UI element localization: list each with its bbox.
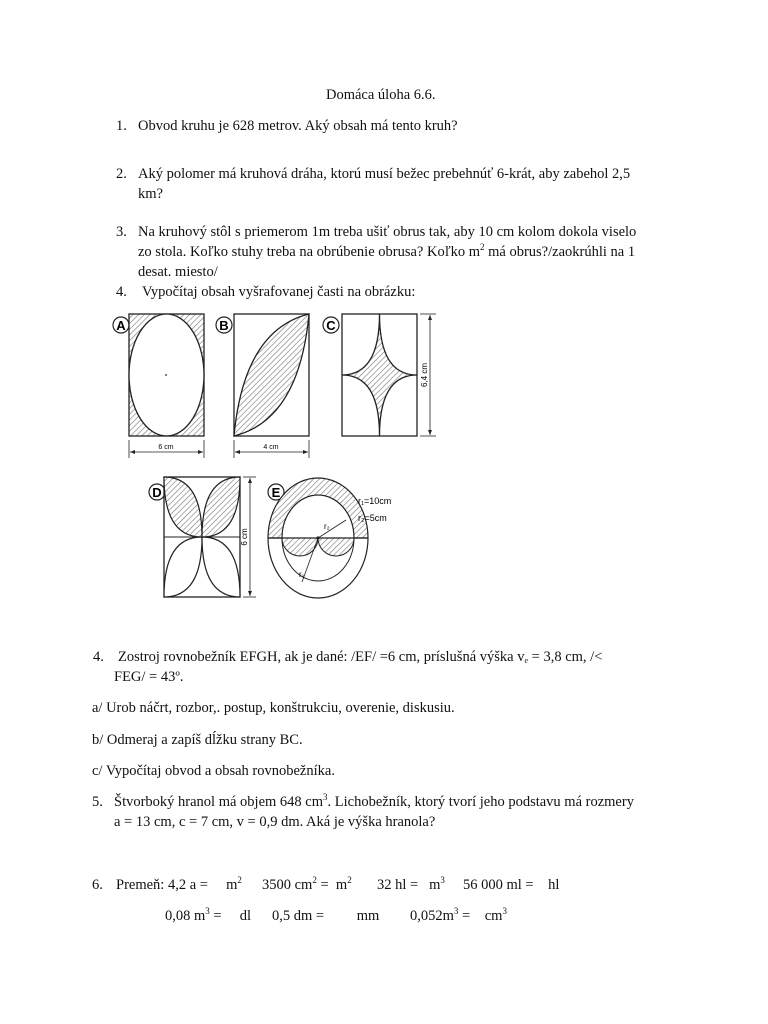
figure-a-dim: 6 cm: [158, 444, 174, 451]
figure-e-r1: r₁=10cm: [358, 496, 392, 506]
q4-number: 4.: [116, 284, 127, 300]
q1-number: 1.: [116, 118, 127, 134]
figure-e-r2: r₂=5cm: [358, 513, 387, 523]
figure-e-r1-label: r₁: [299, 570, 305, 579]
q6-r2-item2: 0,5 dm = mm: [272, 908, 380, 924]
figure-c-letter: C: [326, 318, 336, 333]
q5-number: 5.: [92, 794, 103, 810]
figure-b-letter: B: [219, 318, 229, 333]
figure-e-letter: E: [271, 485, 281, 500]
q4-text: Vypočítaj obsah vyšrafovanej časti na obrázku:: [142, 284, 416, 300]
q4b-line1: Zostroj rovnobežník EFGH, ak je dané: /EF/ =6 cm, príslušná výška $v_e = 3,8$ cm, /<: [118, 649, 603, 665]
task-a: a/ Urob náčrt, rozbor,. postup, konštrukciu, overenie, diskusiu.: [92, 700, 455, 716]
figure-d: [149, 477, 256, 597]
figure-a: [113, 314, 204, 458]
figure-d-dim: 6 cm: [240, 528, 249, 546]
q4b-line2: FEG/ = 43º.: [114, 669, 184, 685]
figure-b-dim: 4 cm: [263, 444, 279, 451]
q6-r2-item1: 0,08 $m^3$ = dl: [165, 906, 251, 924]
figure-c: [323, 314, 436, 436]
q2-number: 2.: [116, 166, 127, 182]
figures: [0, 300, 768, 620]
q3-line2: zo stola. Koľko stuhy treba na obrúbenie obrusa? Koľko $m^2$ má obrus?/zaokrúhli na 1: [138, 242, 636, 260]
task-c: c/ Vypočítaj obvod a obsah rovnobežníka.: [92, 763, 335, 779]
q6-r2-item3: $0,052m^3$ = $cm^3$: [410, 906, 507, 924]
q6-r1-item1: 4,2 a = $m^2$: [168, 875, 242, 893]
figure-b: [216, 314, 309, 458]
q5-line1: Štvorboký hranol má objem 648 $cm^3$. Lichobežník, ktorý tvorí jeho podstavu má rozmery: [114, 792, 634, 810]
q2-line2: km?: [138, 186, 163, 202]
q3-line1: Na kruhový stôl s priemerom 1m treba ušiť obrus tak, aby 10 cm kolom dokola viselo: [138, 224, 637, 240]
figure-e-r2-label: r₂: [324, 522, 330, 531]
q1-text: Obvod kruhu je 628 metrov. Aký obsah má tento kruh?: [138, 118, 458, 134]
figure-d-letter: D: [152, 485, 162, 500]
q6-r1-item3: 32 hl = $m^3$: [377, 875, 445, 893]
q3-number: 3.: [116, 224, 127, 240]
q6-r1-item4: 56 000 ml = hl: [463, 877, 560, 893]
figure-e: [268, 478, 391, 598]
q3-line3: desat. miesto/: [138, 264, 218, 280]
q4b-number: 4.: [93, 649, 104, 665]
q6-r1-item2: 3500 $cm^2 = m^2$: [262, 875, 352, 893]
page-title: Domáca úloha 6.6.: [326, 87, 436, 103]
task-b: b/ Odmeraj a zapíš dĺžku strany BC.: [92, 732, 303, 748]
q6-label: Premeň:: [116, 877, 165, 893]
figure-a-letter: A: [116, 318, 126, 333]
q2-line1: Aký polomer má kruhová dráha, ktorú musí bežec prebehnúť 6-krát, aby zabehol 2,5: [138, 166, 631, 182]
q5-line2: a = 13 cm, c = 7 cm, v = 0,9 dm. Aká je výška hranola?: [114, 814, 436, 830]
q6-number: 6.: [92, 877, 103, 893]
figure-c-dim: 6,4 cm: [420, 362, 429, 388]
